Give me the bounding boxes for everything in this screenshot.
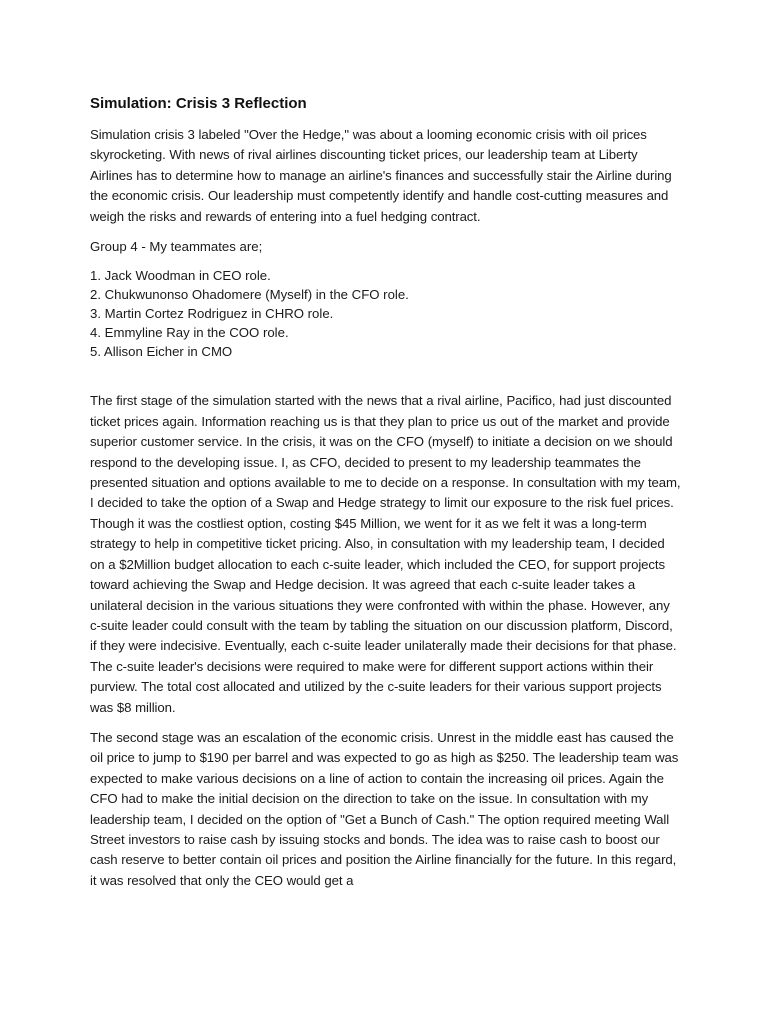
teammate-item: 4. Emmyline Ray in the COO role. (90, 325, 289, 341)
teammate-item: 5. Allison Eicher in CMO (90, 344, 233, 360)
teammate-list (90, 266, 682, 361)
document-body (90, 93, 682, 901)
teammate-item: 1. Jack Woodman in CEO role. (90, 268, 271, 284)
group-label: Group 4 - My teammates are; (90, 239, 263, 255)
stage2-paragraph: The second stage was an escalation of the economic crisis. Unrest in the middle east has caused the oil price to jump to $190 per barrel and was expected to go as high as $250. The leadership team was expected to make various decisions on a line of action to contain the increasing oil prices. Again the CFO had to make the initial decision on the direction to take on the issue. In consultation with my leadership team, I decided on the option of "Get a Bunch of Cash." The option required meeting Wall Street investors to raise cash by issuing stocks and bonds. The idea was to raise cash to boost our cash reserve to better contain oil prices and position the Airline financially for the future. In this regard, it was resolved that only the CEO would get a (90, 729, 679, 888)
teammate-item: 3. Martin Cortez Rodriguez in CHRO role. (90, 306, 334, 322)
document-title: Simulation: Crisis 3 Reflection (90, 95, 307, 112)
intro-paragraph: Simulation crisis 3 labeled "Over the Hedge," was about a looming economic crisis with oil prices skyrocketing. With news of rival airlines discounting ticket prices, our leadership team at Liberty Airlines has to determine how to manage an airline's finances and successfully stair the Airline during the economic crisis. Our leadership must competently identify and handle cost-cutting measures and weigh the risks and rewards of entering into a fuel hedging contract. (90, 127, 672, 224)
stage1-paragraph: The first stage of the simulation started with the news that a rival airline, Pacifico, had just discounted ticket prices again. Information reaching us is that they plan to price us out of the market and provide superior customer service. In the crisis, it was on the CFO (myself) to initiate a decision on we should respond to the developing issue. I, as CFO, decided to present to my leadership teammates the presented situation and options available to me to decide on a response. In consultation with my team, I decided to take the option of a Swap and Hedge strategy to limit our exposure to the risk fuel prices. Though it was the costliest option, costing $45 Million, we went for it as we felt it was a long-term strategy to help in competitive ticket pricing. Also, in consultation with my leadership team, I decided on a $2Million budget allocation to each c-suite leader, which included the CEO, for support projects toward achieving the Swap and Hedge decision. It was agreed that each c-suite leader takes a unilateral decision in the various situations they were confronted with within the phase. However, any c-suite leader could consult with the team by tabling the situation on our discussion platform, Discord, if they were indecisive. Eventually, each c-suite leader unilaterally made their decisions for that phase. The c-suite leader's decisions were required to make were for different support actions within their purview. The total cost allocated and utilized by the c-suite leaders for their various support projects was $8 million. (90, 393, 681, 715)
teammate-item: 2. Chukwunonso Ohadomere (Myself) in the CFO role. (90, 287, 409, 303)
